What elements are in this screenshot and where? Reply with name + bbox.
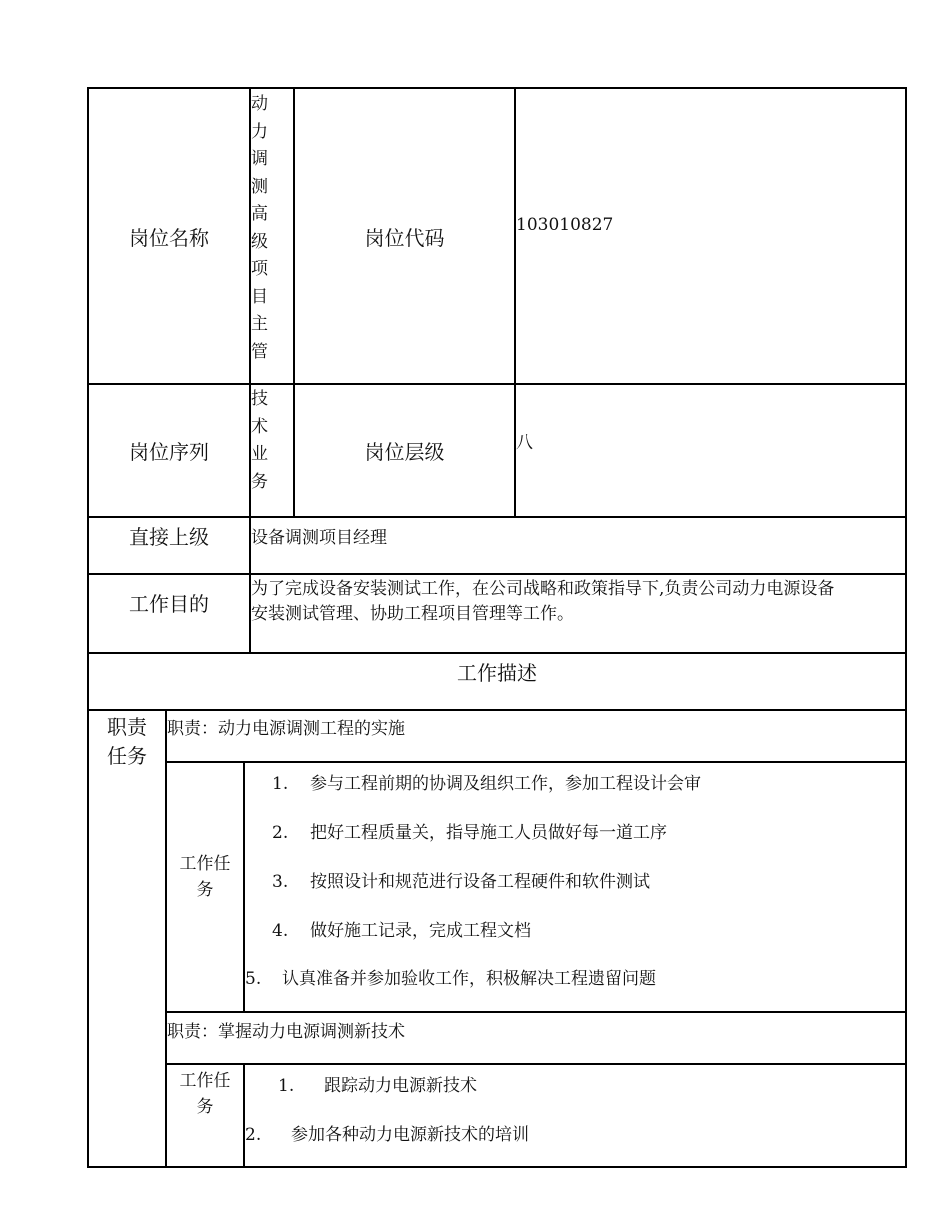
duty-2-task-label-line-2: 务 [196,1097,214,1117]
duty-1-title: 职责：动力电源调测工程的实施 [167,719,405,739]
duty-2-task-label [167,1068,243,1120]
job-code-label: 岗位代码 [364,225,445,250]
list-item: 1. 跟踪动力电源新技术 [278,1076,477,1096]
purpose-label: 工作目的 [129,591,209,616]
job-code-value: 103010827 [516,215,614,235]
job-series-value [251,386,293,514]
job-level-label: 岗位层级 [364,440,445,464]
purpose-line-2: 安装测试管理、协助工程项目管理等工作。 [251,604,574,624]
job-level-value: 八 [516,433,533,453]
duty-2-task-label-line-1: 工作任 [179,1071,231,1091]
superior-label: 直接上级 [129,524,209,549]
list-item: 1. 参与工程前期的协调及组织工作，参加工程设计会审 [272,774,701,794]
job-series-value-text: 技术业务 [251,389,268,492]
purpose-value [251,577,834,627]
list-item: 2. 参加各种动力电源新技术的培训 [245,1125,529,1145]
purpose-line-1: 为了完成设备安装测试工作，在公司战略和政策指导下,负责公司动力电源设备 [251,579,835,599]
job-name-value-text: 动力调测高级项目主管 [251,94,268,362]
duty-2-title: 职责：掌握动力电源调测新技术 [167,1022,405,1042]
duty-1-task-label [167,851,243,903]
job-name-value [251,91,293,381]
duty-1-task-label-line-2: 务 [196,880,214,900]
list-item: 5. 认真准备并参加验收工作，积极解决工程遗留问题 [245,969,656,989]
duty-tasks-label [89,713,165,771]
list-item: 3. 按照设计和规范进行设备工程硬件和软件测试 [272,872,650,892]
duty-1-task-label-line-1: 工作任 [179,854,231,874]
description-header: 工作描述 [457,660,537,685]
job-series-label: 岗位序列 [129,440,209,464]
duty-tasks-label-line-2: 任务 [107,744,147,768]
superior-value: 设备调测项目经理 [251,528,387,548]
list-item: 4. 做好施工记录，完成工程文档 [272,921,531,941]
duty-tasks-label-line-1: 职责 [107,715,147,739]
list-item: 2. 把好工程质量关，指导施工人员做好每一道工序 [272,823,667,843]
job-name-label: 岗位名称 [129,225,209,250]
